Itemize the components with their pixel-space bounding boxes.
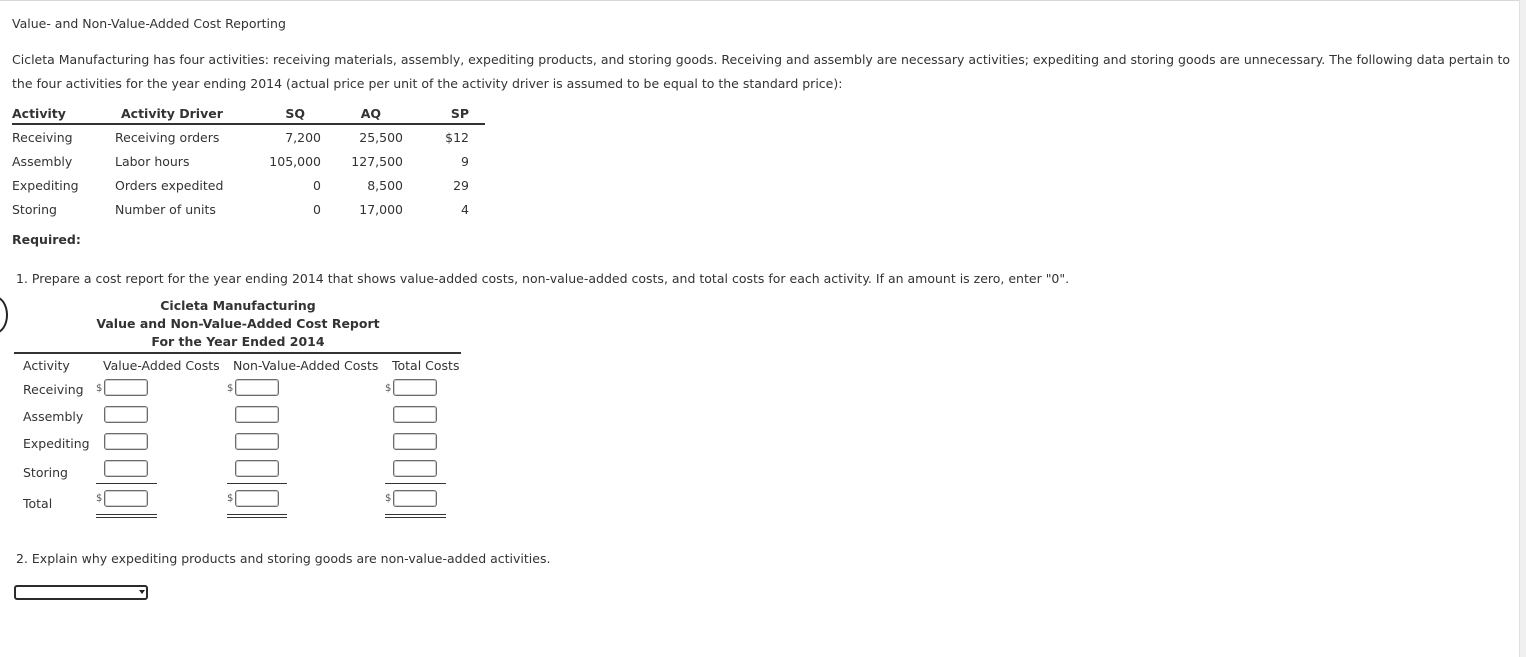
currency-symbol: $ (385, 383, 392, 394)
cell-driver: Orders expedited (115, 177, 224, 193)
col-header-activity: Activity (23, 358, 70, 373)
col-header-total: Total Costs (392, 358, 460, 373)
cell-aq: 17,000 (359, 201, 403, 217)
cell-aq: 25,500 (359, 129, 403, 145)
currency-symbol: $ (227, 383, 234, 394)
cell-activity: Expediting (12, 177, 79, 193)
table-row (12, 173, 485, 197)
col-header-non-value-added: Non-Value-Added Costs (233, 358, 379, 373)
subtotal-rule (96, 483, 157, 484)
report-period: For the Year Ended 2014 (151, 334, 325, 349)
receiving-non-value-added-input[interactable] (235, 379, 279, 396)
receiving-total-input[interactable] (393, 379, 437, 396)
total-non-value-added-input[interactable] (235, 490, 279, 507)
cell-sp: 29 (453, 177, 469, 193)
report-company: Cicleta Manufacturing (160, 298, 316, 313)
cell-aq: 8,500 (367, 177, 403, 193)
header-sq: SQ (241, 103, 321, 124)
expediting-total-input[interactable] (393, 433, 437, 450)
cell-activity: Storing (12, 201, 57, 217)
explanation-dropdown[interactable] (14, 585, 148, 600)
report-header-rule (14, 352, 461, 354)
total-double-rule (96, 514, 157, 518)
expediting-value-added-input[interactable] (104, 433, 148, 450)
report-title: Value and Non-Value-Added Cost Report (96, 316, 380, 331)
cell-activity: Assembly (12, 153, 73, 169)
subtotal-rule (227, 483, 287, 484)
scrollbar[interactable] (1519, 0, 1526, 657)
receiving-value-added-input[interactable] (104, 379, 148, 396)
cell-sp: 4 (461, 201, 469, 217)
cell-driver: Receiving orders (115, 129, 220, 145)
cell-driver: Number of units (115, 201, 216, 217)
total-double-rule (385, 514, 446, 518)
cell-sq: 0 (313, 177, 321, 193)
table-row (12, 124, 485, 149)
assembly-value-added-input[interactable] (104, 406, 148, 423)
table-row (12, 149, 485, 173)
row-label-assembly: Assembly (23, 409, 84, 424)
header-aq: AQ (321, 103, 403, 124)
expediting-non-value-added-input[interactable] (235, 433, 279, 450)
cell-sp: 9 (461, 153, 469, 169)
currency-symbol: $ (96, 493, 103, 504)
total-total-input[interactable] (393, 490, 437, 507)
row-label-receiving: Receiving (23, 382, 84, 397)
total-double-rule (227, 514, 287, 518)
currency-symbol: $ (385, 493, 392, 504)
question-1: 1. Prepare a cost report for the year ending 2014 that shows value-added costs, non-value-added costs, and total costs for each activity. If an amount is zero, enter "0". (16, 271, 1070, 286)
assembly-non-value-added-input[interactable] (235, 406, 279, 423)
cell-driver: Labor hours (115, 153, 190, 169)
storing-non-value-added-input[interactable] (235, 460, 279, 477)
cell-activity: Receiving (12, 129, 73, 145)
problem-intro: Cicleta Manufacturing has four activities: receiving materials, assembly, expediting products, and storing goods. Receiving and assembly are necessary activities; expediting and storing goods are unnecessary. The following data pertain to the four activities for the year ending 2014 (actual price per unit of the activity driver is assumed to be equal to the standard price): (12, 52, 1511, 91)
col-header-value-added: Value-Added Costs (103, 358, 220, 373)
side-nav-edge (0, 296, 8, 334)
subtotal-rule (385, 483, 446, 484)
page-title: Value- and Non-Value-Added Cost Reporting (12, 16, 286, 31)
chevron-down-icon (139, 590, 145, 594)
header-activity: Activity (12, 103, 115, 124)
cell-aq: 127,500 (351, 153, 403, 169)
cell-sq: 0 (313, 201, 321, 217)
cell-sq: 105,000 (269, 153, 321, 169)
storing-value-added-input[interactable] (104, 460, 148, 477)
row-label-expediting: Expediting (23, 436, 90, 451)
activity-data-table (12, 103, 485, 221)
currency-symbol: $ (227, 493, 234, 504)
cell-sp: $12 (445, 129, 469, 145)
table-row (12, 197, 485, 221)
total-value-added-input[interactable] (104, 490, 148, 507)
question-2: 2. Explain why expediting products and storing goods are non-value-added activities. (16, 551, 551, 566)
currency-symbol: $ (96, 383, 103, 394)
table-header-row (12, 103, 485, 124)
assembly-total-input[interactable] (393, 406, 437, 423)
top-divider (0, 0, 1520, 1)
required-heading: Required: (12, 232, 81, 247)
header-sp: SP (403, 103, 485, 124)
header-activity-driver: Activity Driver (115, 103, 241, 124)
row-label-total: Total (23, 496, 53, 511)
cell-sq: 7,200 (285, 129, 321, 145)
row-label-storing: Storing (23, 465, 68, 480)
storing-total-input[interactable] (393, 460, 437, 477)
